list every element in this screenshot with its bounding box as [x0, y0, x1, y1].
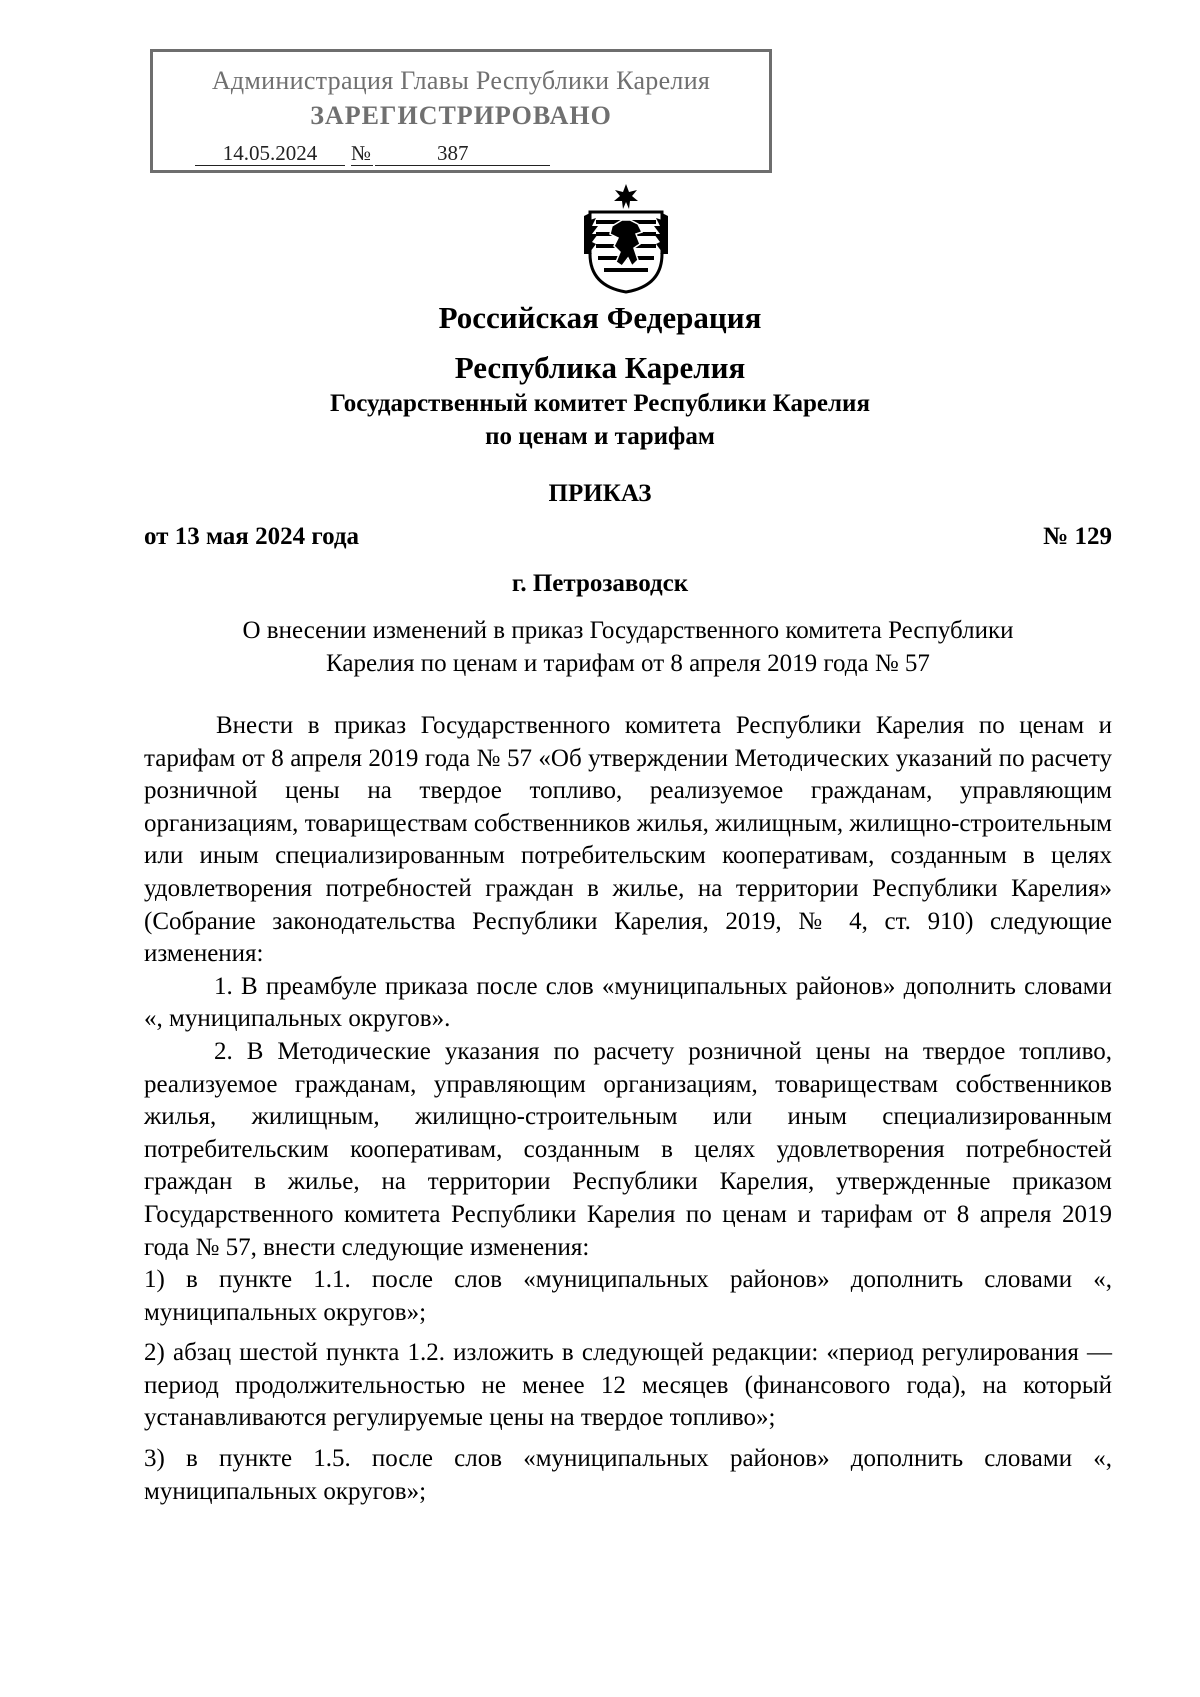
stamp-number-label: № [351, 141, 372, 165]
body-item-1: 1. В преамбуле приказа после слов «муниципальных районов» дополнить словами «, муниципальных округов». [144, 972, 1112, 1033]
committee-title-line1: Государственный комитет Республики Карелия [330, 390, 870, 417]
body-subitem-3: 3) в пункте 1.5. после слов «муниципальных районов» дополнить словами «, муниципальных округов»; [144, 1445, 1112, 1505]
document-type: ПРИКАЗ [548, 480, 652, 507]
country-title: Российская Федерация [438, 300, 762, 335]
stamp-authority: Администрация Главы Республики Карелия [211, 66, 711, 95]
order-number: № 129 [1043, 523, 1112, 550]
stamp-date: 14.05.2024 [195, 141, 345, 166]
subject-line1: О внесении изменений в приказ Государственного комитета Республики [242, 617, 1014, 644]
stamp-number: 387 [375, 141, 550, 166]
committee-title-line2: по ценам и тарифам [485, 423, 715, 450]
subject-line2: Карелия по ценам и тарифам от 8 апреля 2019 года № 57 [326, 650, 930, 677]
body-intro-paragraph: Внести в приказ Государственного комитета Республики Карелия по ценам и тарифам от 8 апреля 2019 года № 57 «Об утверждении Методических указаний по расчету розничной цены на твердое топливо, реализуемое гражданам, управляющим организациям, товариществам собственников жилья, жилищным, жилищно-строительным или иным специализированным потребительским кооперативам, созданным в целях удовлетворения потребностей граждан в жилье, на территории Республики Карелия» (Собрание законодательства Республики Карелия, 2019, № 4, ст. 910) следующие изменения: [144, 712, 1112, 968]
order-subject [144, 614, 1112, 680]
body-subitem-2: 2) абзац шестой пункта 1.2. изложить в следующей редакции: «период регулирования — период продолжительностью не менее 12 месяцев (финансового года), на который устанавливаются регулируемые цены на твердое топливо»; [144, 1339, 1112, 1432]
republic-title: Республика Карелия [454, 350, 746, 385]
stamp-registered: ЗАРЕГИСТРИРОВАНО [310, 101, 612, 130]
order-date: от 13 мая 2024 года [144, 523, 359, 550]
body-subitem-1: 1) в пункте 1.1. после слов «муниципальных районов» дополнить словами «, муниципальных округов»; [144, 1266, 1112, 1326]
registration-stamp [150, 49, 772, 173]
coat-of-arms-of-karelia-icon [582, 182, 670, 294]
body-item-2: 2. В Методические указания по расчету розничной цены на твердое топливо, реализуемое гражданам, управляющим организациям, товариществам собственников жилья, жилищным, жилищно-строительным или иным специализированным потребительским кооперативам, созданным в целях удовлетворения потребностей граждан в жилье, на территории Республики Карелия, утвержденные приказом Государственного комитета Республики Карелия по ценам и тарифам от 8 апреля 2019 года № 57, внести следующие изменения: [144, 1037, 1112, 1261]
order-body [144, 710, 1112, 1508]
city: г. Петрозаводск [511, 570, 689, 597]
